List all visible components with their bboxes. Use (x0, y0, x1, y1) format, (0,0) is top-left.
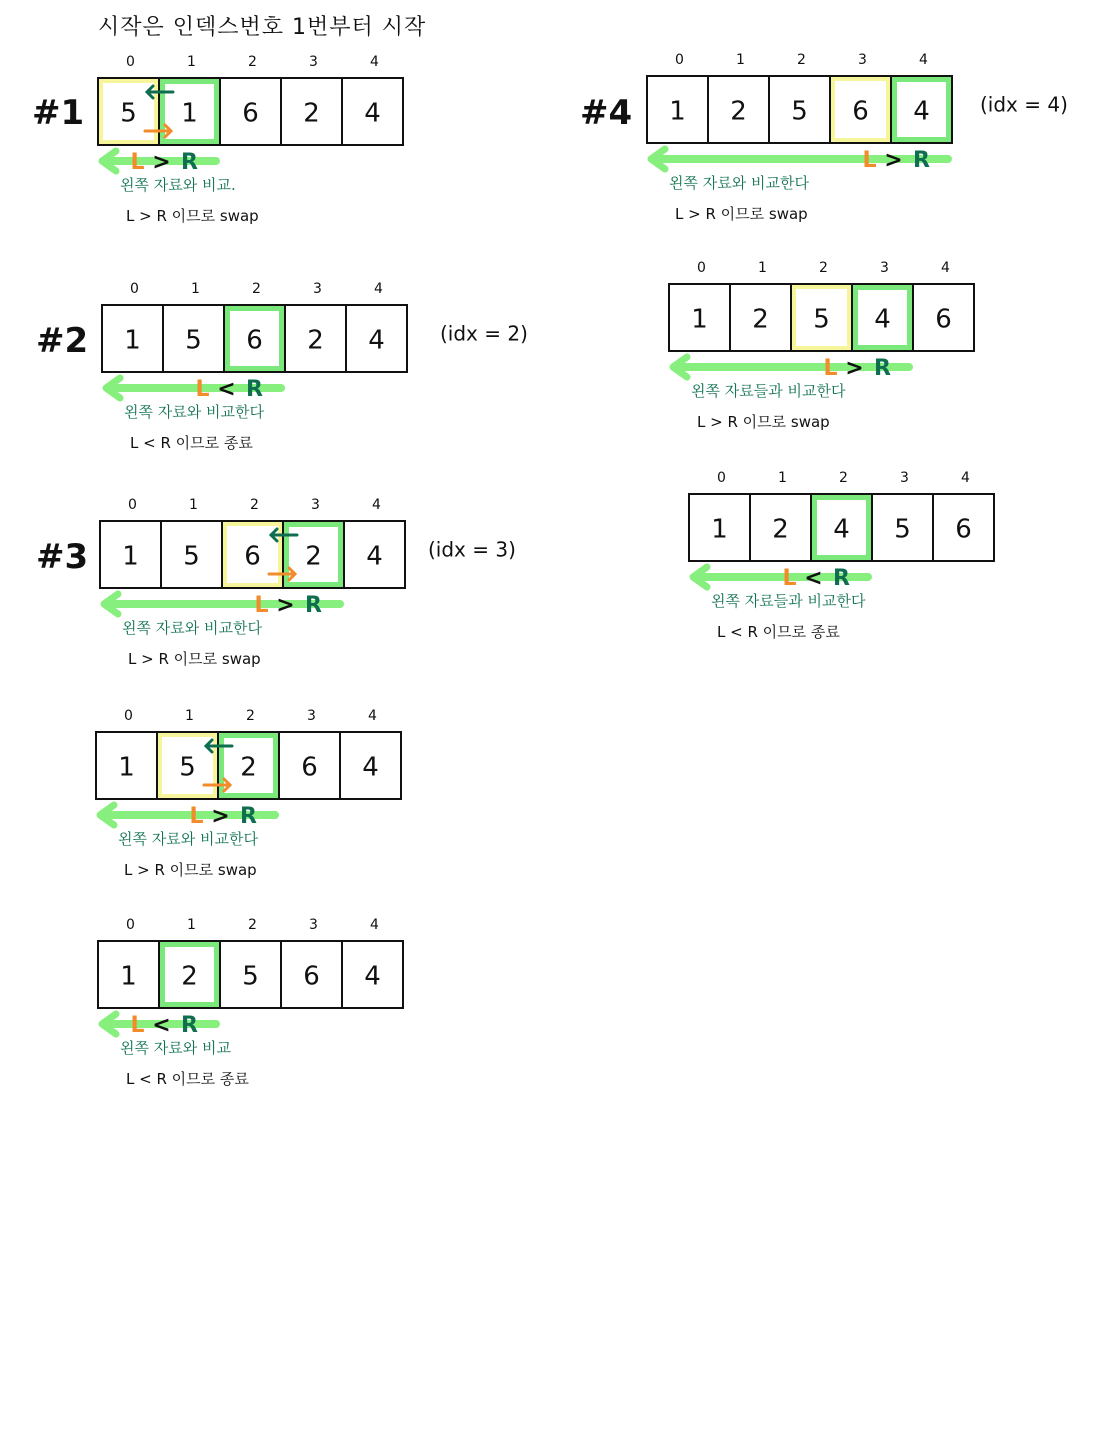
cell-value: 1 (118, 752, 135, 783)
index-label: 0 (717, 470, 726, 486)
step-4 (98, 917, 403, 1088)
index-label: 1 (758, 260, 767, 276)
cell-value: 6 (303, 961, 320, 992)
index-label: 3 (313, 281, 322, 297)
cell-value: 1 (181, 98, 198, 129)
index-label: 3 (309, 917, 318, 933)
index-label: 0 (126, 917, 135, 933)
result-note: L < R 이므로 종료 (130, 434, 253, 452)
cell-value: 2 (240, 752, 257, 783)
index-label: 2 (819, 260, 828, 276)
cell-value: 1 (124, 325, 141, 356)
cell-value: 5 (242, 961, 259, 992)
index-label: 4 (368, 708, 377, 724)
right-label: R (181, 150, 198, 175)
index-label: 1 (778, 470, 787, 486)
idx-note: (idx = 3) (428, 537, 516, 562)
result-note: L > R 이므로 swap (126, 207, 259, 225)
compare-note: 왼쪽 자료와 비교한다 (118, 830, 258, 848)
result-note: L < R 이므로 종료 (126, 1070, 249, 1088)
cell-value: 1 (120, 961, 137, 992)
index-label: 0 (697, 260, 706, 276)
index-label: 1 (189, 497, 198, 513)
index-label: 1 (187, 917, 196, 933)
compare-symbol: < (217, 377, 236, 402)
index-label: 1 (191, 281, 200, 297)
index-label: 0 (675, 52, 684, 68)
cell-value: 1 (122, 541, 139, 572)
cell-value: 2 (307, 325, 324, 356)
step-label: #1 (32, 93, 85, 133)
index-label: 4 (919, 52, 928, 68)
cell-value: 5 (185, 325, 202, 356)
cell-value: 6 (242, 98, 259, 129)
index-label: 3 (311, 497, 320, 513)
left-label: L (862, 148, 877, 173)
index-label: 2 (252, 281, 261, 297)
right-label: R (305, 593, 322, 618)
cell-value: 6 (935, 304, 952, 335)
left-label: L (130, 150, 145, 175)
compare-symbol: > (884, 148, 903, 173)
index-label: 3 (880, 260, 889, 276)
cell-value: 4 (364, 98, 381, 129)
compare-note: 왼쪽 자료들과 비교한다 (691, 382, 846, 400)
index-label: 4 (941, 260, 950, 276)
result-note: L > R 이므로 swap (128, 650, 261, 668)
left-label: L (254, 593, 269, 618)
cell-value: 2 (181, 961, 198, 992)
index-label: 2 (248, 54, 257, 70)
cell-value: 2 (772, 514, 789, 545)
compare-symbol: > (211, 804, 230, 829)
index-label: 0 (130, 281, 139, 297)
result-note: L < R 이므로 종료 (717, 623, 840, 641)
cell-value: 6 (246, 325, 263, 356)
left-label: L (823, 356, 838, 381)
cell-value: 4 (366, 541, 383, 572)
cell-value: 6 (852, 96, 869, 127)
compare-note: 왼쪽 자료와 비교한다 (124, 403, 264, 421)
right-label: R (240, 804, 257, 829)
cell-value: 1 (669, 96, 686, 127)
cell-value: 2 (303, 98, 320, 129)
cell-value: 5 (813, 304, 830, 335)
index-label: 1 (736, 52, 745, 68)
index-label: 2 (248, 917, 257, 933)
index-label: 0 (124, 708, 133, 724)
index-label: 2 (250, 497, 259, 513)
compare-symbol: < (804, 566, 823, 591)
index-label: 4 (372, 497, 381, 513)
cell-value: 2 (730, 96, 747, 127)
index-label: 3 (307, 708, 316, 724)
index-label: 4 (370, 54, 379, 70)
index-label: 1 (187, 54, 196, 70)
idx-note: (idx = 4) (980, 92, 1068, 117)
index-label: 4 (961, 470, 970, 486)
result-note: L > R 이므로 swap (675, 205, 808, 223)
left-label: L (189, 804, 204, 829)
cell-value: 6 (301, 752, 318, 783)
cell-value: 5 (120, 98, 137, 129)
index-label: 3 (900, 470, 909, 486)
idx-note: (idx = 2) (440, 321, 528, 346)
index-label: 0 (126, 54, 135, 70)
index-label: 4 (370, 917, 379, 933)
left-label: L (195, 377, 210, 402)
cell-value: 1 (691, 304, 708, 335)
cell-value: 1 (711, 514, 728, 545)
compare-note: 왼쪽 자료와 비교한다 (122, 619, 262, 637)
cell-value: 4 (362, 752, 379, 783)
compare-note: 왼쪽 자료와 비교 (120, 1039, 231, 1057)
compare-symbol: > (152, 150, 171, 175)
index-label: 3 (858, 52, 867, 68)
cell-value: 4 (368, 325, 385, 356)
cell-value: 4 (874, 304, 891, 335)
compare-note: 왼쪽 자료와 비교한다 (669, 174, 809, 192)
index-label: 2 (246, 708, 255, 724)
page-title: 시작은 인덱스번호 1번부터 시작 (98, 15, 427, 40)
left-label: L (782, 566, 797, 591)
index-label: 4 (374, 281, 383, 297)
cell-value: 5 (791, 96, 808, 127)
cell-value: 2 (752, 304, 769, 335)
right-label: R (246, 377, 263, 402)
step-7 (689, 470, 994, 641)
right-label: R (913, 148, 930, 173)
right-label: R (833, 566, 850, 591)
compare-symbol: < (152, 1013, 171, 1038)
step-5 (580, 52, 1068, 223)
step-label: #2 (36, 321, 89, 361)
cell-value: 5 (894, 514, 911, 545)
result-note: L > R 이므로 swap (124, 861, 257, 879)
right-label: R (181, 1013, 198, 1038)
step-0 (32, 54, 403, 225)
cell-value: 4 (913, 96, 930, 127)
index-label: 2 (839, 470, 848, 486)
compare-note: 왼쪽 자료들과 비교한다 (711, 592, 866, 610)
step-2 (36, 497, 516, 668)
cell-value: 6 (244, 541, 261, 572)
step-label: #3 (36, 537, 89, 577)
left-label: L (130, 1013, 145, 1038)
step-3 (96, 708, 401, 879)
cell-value: 4 (364, 961, 381, 992)
step-label: #4 (580, 93, 633, 133)
step-6 (669, 260, 974, 431)
step-1 (36, 281, 528, 452)
index-label: 2 (797, 52, 806, 68)
cell-value: 6 (955, 514, 972, 545)
cell-value: 5 (183, 541, 200, 572)
index-label: 0 (128, 497, 137, 513)
result-note: L > R 이므로 swap (697, 413, 830, 431)
cell-value: 5 (179, 752, 196, 783)
index-label: 1 (185, 708, 194, 724)
right-label: R (874, 356, 891, 381)
cell-value: 4 (833, 514, 850, 545)
compare-note: 왼쪽 자료와 비교. (120, 176, 236, 194)
compare-symbol: > (845, 356, 864, 381)
index-label: 3 (309, 54, 318, 70)
compare-symbol: > (276, 593, 295, 618)
cell-value: 2 (305, 541, 322, 572)
